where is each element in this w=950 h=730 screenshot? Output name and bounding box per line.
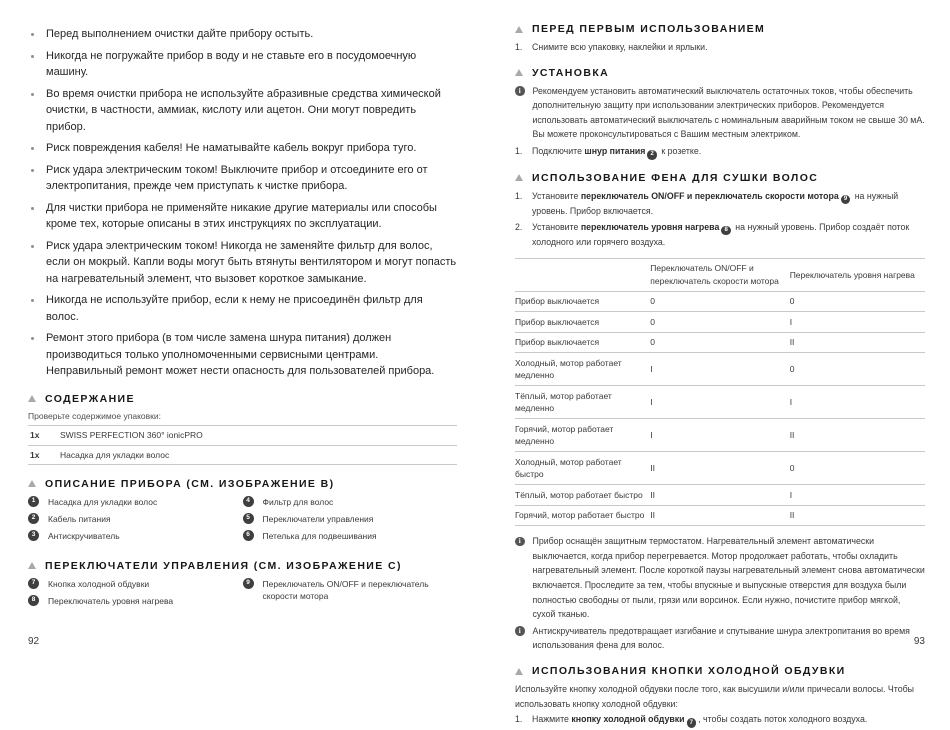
section-title: ОПИСАНИЕ ПРИБОРА (СМ. ИЗОБРАЖЕНИЕ B) bbox=[45, 477, 335, 490]
table-cell-switch: 0 bbox=[650, 332, 789, 353]
section-title: ПЕРЕД ПЕРВЫМ ИСПОЛЬЗОВАНИЕМ bbox=[532, 23, 766, 35]
table-row bbox=[515, 353, 925, 386]
table-cell-switch: 0 bbox=[650, 291, 789, 312]
switch-item bbox=[28, 578, 243, 591]
switch-label: Переключатель уровня нагрева bbox=[48, 595, 174, 606]
contents-table bbox=[28, 425, 457, 465]
table-row bbox=[515, 386, 925, 419]
number-badge-icon: 8 bbox=[721, 226, 731, 236]
step-text-bold: переключатель уровня нагрева bbox=[580, 221, 720, 232]
table-cell-heat: 0 bbox=[790, 353, 925, 386]
table-cell-heat: I bbox=[790, 386, 925, 419]
number-circle-icon: 5 bbox=[243, 513, 254, 524]
switches-list bbox=[28, 578, 457, 612]
table-cell-heat: II bbox=[790, 505, 925, 526]
section-header-first-use bbox=[515, 23, 925, 35]
page-number-right: 93 bbox=[913, 636, 925, 647]
step-number: 2. bbox=[515, 221, 523, 232]
info-note bbox=[515, 624, 925, 653]
note-text: Прибор оснащён защитным термостатом. Нагревательный элемент автоматически выключается, когда прибор перегревается. Мотор продолжает работать, чтобы охладить нагревательный элемент. После короткой паузы нагревательный элемент снова автоматически включается. Проследите за тем, чтобы впускные и выпускные отверстия для воздуха были полностью свободны от пыли, грязи или ворсинок. Если нужно, почистите прибор мягкой, сухой тканью. bbox=[532, 536, 925, 620]
step-text bbox=[532, 712, 925, 728]
section-header-cool-shot bbox=[515, 665, 925, 677]
step-text bbox=[532, 220, 925, 250]
table-cell-heat: 0 bbox=[790, 452, 925, 485]
contents-name: SWISS PERFECTION 360° ionicPRO bbox=[60, 430, 203, 440]
triangle-icon bbox=[515, 26, 523, 33]
bullet-item: Риск удара электрическим током! Никогда не заменяйте фильтр для волос, если он мокрый. Капли воды могут быть втянуты вентилятором и могут попасть на нагревательный элемент, что вызовет короткое замыкание. bbox=[28, 238, 457, 288]
info-icon: i bbox=[515, 86, 525, 96]
step-text-bold: переключатель ON/OFF и переключатель скорости мотора bbox=[580, 190, 839, 201]
contents-row bbox=[28, 425, 457, 445]
switch-item bbox=[28, 595, 243, 608]
table-cell-label: Тёплый, мотор работает медленно bbox=[515, 386, 650, 419]
note-text: Антискручиватель предотвращает изгибание и спутывание шнура электропитания во время использования фена для волос. bbox=[532, 625, 910, 651]
number-circle-icon: 7 bbox=[28, 578, 39, 589]
contents-intro: Проверьте содержимое упаковки: bbox=[28, 410, 161, 421]
triangle-icon bbox=[515, 69, 523, 76]
section-header-usage bbox=[515, 172, 925, 184]
triangle-icon bbox=[515, 174, 523, 181]
section-title: УСТАНОВКА bbox=[532, 66, 610, 79]
table-row bbox=[515, 452, 925, 485]
switch-label: Переключатель ON/OFF и переключатель скорости мотора bbox=[262, 578, 429, 601]
bullet-item: Никогда не используйте прибор, если к нему не присоединён фильтр для волос. bbox=[28, 292, 457, 325]
bullet-item: Риск удара электрическим током! Выключите прибор и отсоедините его от электропитания, прежде чем приступать к чистке прибора. bbox=[28, 162, 457, 195]
section-title: СОДЕРЖАНИЕ bbox=[45, 392, 135, 405]
step-item bbox=[515, 189, 925, 219]
description-item bbox=[28, 513, 243, 526]
triangle-icon bbox=[515, 668, 523, 675]
table-row bbox=[515, 291, 925, 312]
step-text-post: к розетке. bbox=[658, 145, 702, 156]
number-circle-icon: 6 bbox=[243, 530, 254, 541]
step-item bbox=[515, 144, 925, 160]
triangle-icon bbox=[28, 562, 36, 569]
number-badge-icon: 9 bbox=[841, 195, 851, 205]
table-cell-label: Горячий, мотор работает медленно bbox=[515, 419, 650, 452]
step-text-pre: Нажмите bbox=[532, 714, 572, 725]
table-cell-switch: 0 bbox=[650, 312, 789, 333]
step-text-bold: шнур питания bbox=[584, 145, 646, 156]
number-circle-icon: 9 bbox=[243, 578, 254, 589]
info-icon: i bbox=[515, 626, 525, 636]
table-row bbox=[515, 312, 925, 333]
table-cell-switch: I bbox=[650, 386, 789, 419]
step-item bbox=[515, 40, 925, 55]
step-text-post: , чтобы создать поток холодного воздуха. bbox=[698, 714, 868, 725]
description-label: Фильтр для волос bbox=[262, 496, 334, 507]
number-circle-icon: 8 bbox=[28, 595, 39, 606]
table-cell-switch: II bbox=[650, 505, 789, 526]
description-label: Кабель питания bbox=[48, 513, 111, 524]
step-text: Снимите всю упаковку, наклейки и ярлыки. bbox=[532, 42, 708, 52]
switch-item bbox=[243, 578, 458, 603]
number-circle-icon: 4 bbox=[243, 496, 254, 507]
bullet-item: Во время очистки прибора не используйте абразивные средства химической очистки, в частности, аммиак, кислоту или ацетон. Они могут повредить прибор. bbox=[28, 86, 457, 136]
left-page bbox=[0, 0, 475, 660]
number-circle-icon: 3 bbox=[28, 530, 39, 541]
table-cell-switch: I bbox=[650, 419, 789, 452]
section-header-contents bbox=[28, 393, 457, 405]
table-cell-heat: II bbox=[790, 332, 925, 353]
table-cell-label: Прибор выключается bbox=[515, 291, 650, 312]
step-text-post: на нужный уровень. Прибор создаёт поток холодного или горячего воздуха. bbox=[532, 221, 910, 248]
description-list bbox=[28, 496, 457, 547]
table-cell-switch: I bbox=[650, 353, 789, 386]
table-row bbox=[515, 485, 925, 506]
section-header-description bbox=[28, 478, 457, 490]
section-header-install bbox=[515, 67, 925, 79]
info-icon: i bbox=[515, 537, 525, 547]
table-cell-heat: II bbox=[790, 419, 925, 452]
table-cell-label: Прибор выключается bbox=[515, 332, 650, 353]
step-text-pre: Установите bbox=[532, 190, 581, 201]
description-item bbox=[243, 530, 458, 543]
table-cell-label: Холодный, мотор работает медленно bbox=[515, 353, 650, 386]
mode-table bbox=[515, 258, 925, 527]
description-item bbox=[28, 530, 243, 543]
number-badge-icon: 2 bbox=[647, 150, 657, 160]
bullet-item: Риск повреждения кабеля! Не наматывайте кабель вокруг прибора туго. bbox=[28, 140, 457, 157]
table-cell-heat: I bbox=[790, 485, 925, 506]
table-row bbox=[515, 419, 925, 452]
contents-qty: 1x bbox=[30, 430, 40, 440]
table-cell-switch: II bbox=[650, 452, 789, 485]
step-item bbox=[515, 220, 925, 250]
table-cell-switch: II bbox=[650, 485, 789, 506]
bullet-item: Никогда не погружайте прибор в воду и не ставьте его в посудомоечную машину. bbox=[28, 48, 457, 81]
safety-bullet-list bbox=[28, 26, 457, 380]
section-title: ИСПОЛЬЗОВАНИЯ КНОПКИ ХОЛОДНОЙ ОБДУВКИ bbox=[532, 665, 846, 678]
step-text-bold: кнопку холодной обдувки bbox=[571, 714, 685, 725]
number-badge-icon: 7 bbox=[687, 718, 697, 728]
number-circle-icon: 2 bbox=[28, 513, 39, 524]
description-item bbox=[243, 513, 458, 526]
note-text: Рекомендуем установить автоматический выключатель остаточных токов, чтобы обеспечить дополнительную защиту при использовании электрических приборов. Рекомендуется использовать автоматический выключатель с номинальным аварийным током не свыше 30 мА. Вы можете проконсультироваться с Вашим местным электриком. bbox=[532, 85, 925, 140]
table-cell-label: Тёплый, мотор работает быстро bbox=[515, 485, 650, 506]
contents-row bbox=[28, 445, 457, 465]
table-row bbox=[515, 505, 925, 526]
step-number: 1. bbox=[515, 42, 523, 52]
table-header-switch: Переключатель ON/OFF и переключатель скорости мотора bbox=[650, 258, 789, 291]
table-row bbox=[515, 332, 925, 353]
table-header-empty bbox=[515, 258, 650, 291]
step-text-post: на нужный уровень. Прибор включается. bbox=[532, 190, 899, 217]
step-number: 1. bbox=[515, 190, 523, 201]
info-note bbox=[515, 534, 925, 622]
table-header-heat: Переключатель уровня нагрева bbox=[790, 258, 925, 291]
info-note bbox=[515, 84, 925, 142]
table-cell-label: Прибор выключается bbox=[515, 312, 650, 333]
step-text-pre: Установите bbox=[532, 221, 581, 232]
section-title: ПЕРЕКЛЮЧАТЕЛИ УПРАВЛЕНИЯ (СМ. ИЗОБРАЖЕНИЕ C) bbox=[45, 559, 402, 572]
description-label: Переключатели управления bbox=[262, 513, 374, 524]
section-title: ИСПОЛЬЗОВАНИЕ ФЕНА ДЛЯ СУШКИ ВОЛОС bbox=[532, 171, 819, 184]
triangle-icon bbox=[28, 480, 36, 487]
description-label: Петелька для подвешивания bbox=[262, 530, 377, 541]
description-item bbox=[243, 496, 458, 509]
bullet-item: Перед выполнением очистки дайте прибору остыть. bbox=[28, 26, 457, 43]
step-text bbox=[532, 144, 925, 160]
table-header-row bbox=[515, 258, 925, 291]
number-circle-icon: 1 bbox=[28, 496, 39, 507]
switch-label: Кнопка холодной обдувки bbox=[48, 578, 150, 589]
table-cell-heat: I bbox=[790, 312, 925, 333]
triangle-icon bbox=[28, 395, 36, 402]
bullet-item: Ремонт этого прибора (в том числе замена шнура питания) должен производиться только уполномоченными сервисными центрами. Неправильный ремонт может нести опасность для пользователей прибора. bbox=[28, 330, 457, 380]
cool-shot-intro: Используйте кнопку холодной обдувки после того, как высушили и/или причесали волосы. Чтобы использовать кнопку холодной обдувки: bbox=[515, 684, 914, 709]
step-text-pre: Подключите bbox=[532, 145, 585, 156]
bullet-item: Для чистки прибора не применяйте никакие другие материалы или способы кроме тех, которые описаны в этих инструкциях по эксплуатации. bbox=[28, 200, 457, 233]
description-label: Антискручиватель bbox=[48, 530, 120, 541]
contents-qty: 1x bbox=[30, 449, 40, 460]
step-number: 1. bbox=[515, 714, 523, 725]
step-text bbox=[532, 189, 925, 219]
step-item bbox=[515, 712, 925, 728]
description-item bbox=[28, 496, 243, 509]
description-label: Насадка для укладки волос bbox=[48, 496, 158, 507]
table-cell-label: Холодный, мотор работает быстро bbox=[515, 452, 650, 485]
table-cell-label: Горячий, мотор работает быстро bbox=[515, 505, 650, 526]
page-number-left: 92 bbox=[28, 636, 40, 647]
step-number: 1. bbox=[515, 145, 523, 156]
right-page bbox=[475, 0, 950, 726]
contents-name: Насадка для укладки волос bbox=[60, 449, 170, 460]
table-cell-heat: 0 bbox=[790, 291, 925, 312]
section-header-switches bbox=[28, 560, 457, 572]
